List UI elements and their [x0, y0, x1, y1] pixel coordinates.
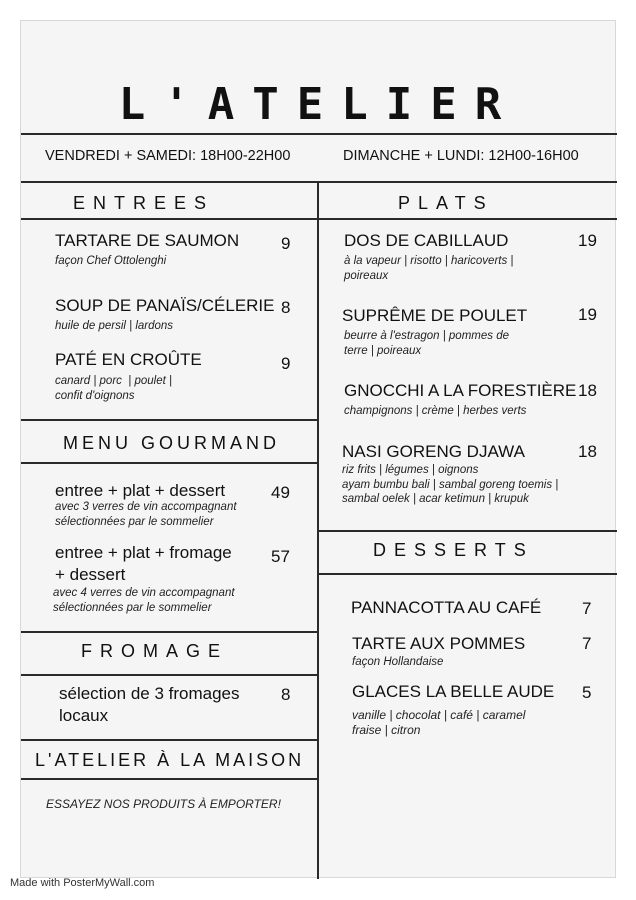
divider-maison: [21, 778, 318, 780]
menu-item-price: 18: [578, 381, 597, 400]
menu-item-name: SUPRÊME DE POULET: [342, 306, 528, 325]
menu-item-price: 7: [582, 634, 592, 653]
section-heading-menu-gourmand: MENU GOURMAND: [63, 433, 280, 453]
divider-above-maison: [21, 739, 318, 741]
menu-item-name: DOS DE CABILLAUD: [344, 231, 509, 250]
section-heading-fromage: FROMAGE: [81, 641, 229, 661]
section-heading-plats: PLATS: [398, 193, 494, 213]
menu-item-name: TARTE AUX POMMES: [352, 634, 526, 653]
takeaway-tagline: ESSAYEZ NOS PRODUITS À EMPORTER!: [46, 797, 281, 811]
menu-item-price: 8: [281, 685, 291, 704]
menu-item-price: 9: [281, 234, 291, 253]
section-heading-maison: L'ATELIER À LA MAISON: [35, 750, 305, 770]
menu-item-name: PANNACOTTA AU CAFÉ: [351, 598, 542, 617]
divider-above-fromage: [21, 631, 318, 633]
section-heading-desserts: DESSERTS: [373, 540, 534, 560]
divider-above-gourmand: [21, 419, 318, 421]
menu-item-name: entree + plat + fromage + dessert: [55, 543, 232, 584]
menu-poster: [20, 20, 616, 878]
menu-item-name: GNOCCHI A LA FORESTIÈRE: [344, 381, 577, 400]
menu-item-price: 8: [281, 298, 291, 317]
menu-item-description: canard | porc | poulet | confit d'oignons: [55, 375, 172, 402]
menu-item-name: sélection de 3 fromages locaux: [59, 684, 240, 725]
menu-item-price: 7: [582, 599, 592, 618]
menu-item-description: beurre à l'estragon | pommes de terre | poireaux: [344, 330, 509, 357]
divider-entrees: [21, 218, 318, 220]
menu-item-name: SOUP DE PANAÏS/CÉLERIE: [55, 296, 275, 315]
menu-item-name: entree + plat + dessert: [55, 481, 226, 500]
menu-item-price: 5: [582, 683, 592, 702]
menu-item-price: 49: [271, 483, 290, 502]
menu-item-name: PATÉ EN CROÛTE: [55, 350, 202, 369]
menu-item-price: 18: [578, 442, 597, 461]
menu-item-price: 19: [578, 231, 597, 250]
hours-sunday-monday: DIMANCHE + LUNDI: 12H00-16H00: [343, 148, 579, 164]
menu-item-description: riz frits | légumes | oignons ayam bumbu bali | sambal goreng toemis | sambal oelek | acar ketimun | krupuk: [342, 464, 559, 505]
menu-item-description: huile de persil | lardons: [55, 320, 174, 332]
divider-plats: [318, 218, 617, 220]
divider-fromage: [21, 674, 318, 676]
divider-under-hours: [21, 181, 617, 183]
menu-item-name: NASI GORENG DJAWA: [342, 442, 525, 461]
menu-item-description: champignons | crème | herbes verts: [344, 405, 527, 417]
divider-under-title: [21, 133, 617, 135]
menu-item-price: 57: [271, 547, 290, 566]
divider-above-desserts: [318, 530, 617, 532]
menu-item-description: façon Chef Ottolenghi: [55, 255, 167, 267]
menu-item-description: façon Hollandaise: [352, 656, 444, 668]
menu-item-description: à la vapeur | risotto | haricoverts | poireaux: [344, 255, 514, 282]
menu-item-name: GLACES LA BELLE AUDE: [352, 682, 555, 701]
menu-item-description: vanille | chocolat | café | caramel fraise | citron: [352, 708, 526, 737]
menu-item-name: TARTARE DE SAUMON: [55, 231, 240, 250]
divider-desserts: [318, 573, 617, 575]
divider-gourmand: [21, 462, 318, 464]
menu-item-price: 19: [578, 305, 597, 324]
menu-item-description: avec 4 verres de vin accompagnant sélectionnées par le sommelier: [53, 587, 235, 614]
menu-item-description: avec 3 verres de vin accompagnant sélectionnées par le sommelier: [55, 501, 237, 528]
section-heading-entrees: ENTREES: [73, 193, 215, 213]
menu-item-price: 9: [281, 354, 291, 373]
hours-weekend: VENDREDI + SAMEDI: 18H00-22H00: [45, 148, 291, 164]
restaurant-title: L'ATELIER: [118, 79, 520, 130]
credit-link[interactable]: Made with PosterMyWall.com: [10, 877, 155, 889]
